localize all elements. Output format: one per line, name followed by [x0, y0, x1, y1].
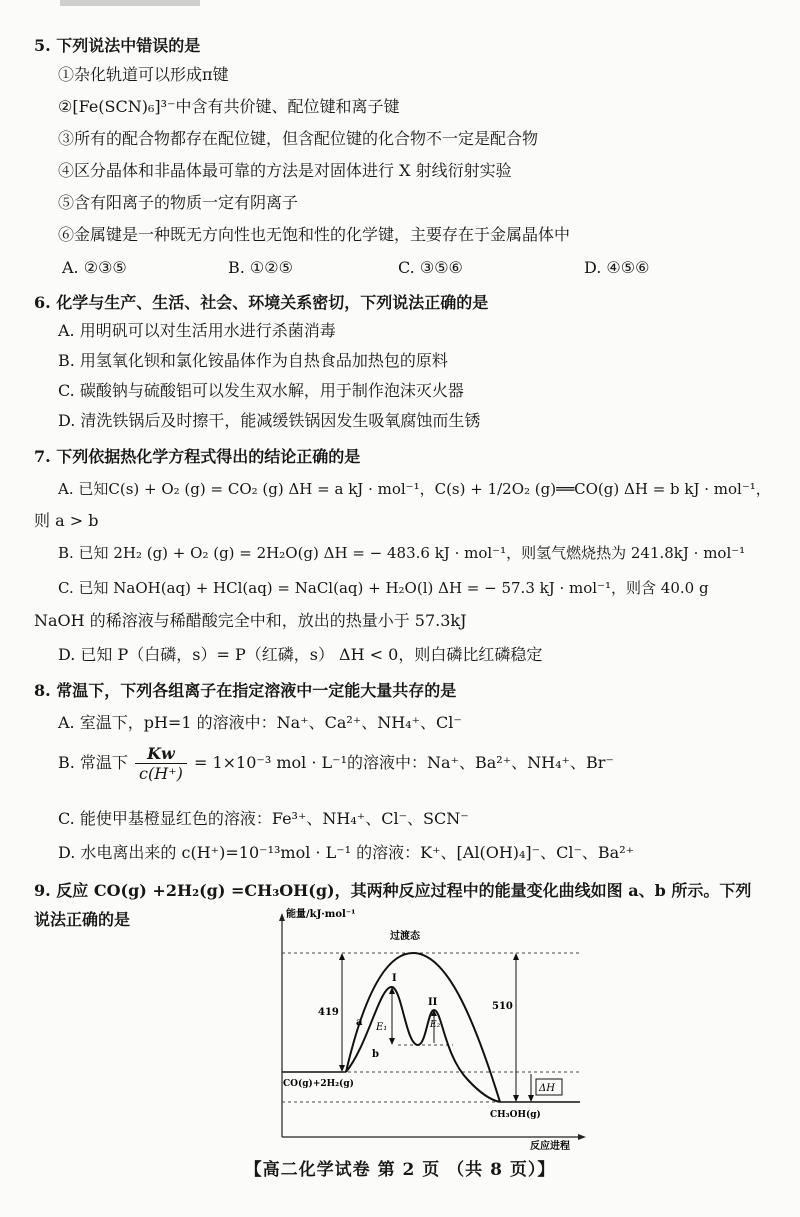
kw-denominator: c(H⁺)	[139, 764, 183, 783]
q5-item-1: ①杂化轨道可以形成π键	[58, 65, 229, 84]
q5-option-d[interactable]: D. ④⑤⑥	[584, 258, 650, 277]
gap-510-top-icon	[513, 953, 519, 960]
q7-option-d[interactable]: D. 已知 P（白磷，s）= P（红磷，s） ΔH < 0，则白磷比红磷稳定	[58, 645, 543, 664]
q5-item-6: ⑥金属键是一种既无方向性也无饱和性的化学键，主要存在于金属晶体中	[58, 225, 571, 244]
q5-item-3: ③所有的配合物都存在配位键，但含配位键的化合物不一定是配合物	[58, 129, 539, 148]
x-axis-label: 反应进程	[530, 1141, 570, 1150]
q7-option-a[interactable]: A. 已知C(s) + O₂ (g) = CO₂ (g) ΔH = a kJ · mol⁻¹，C(s) + 1/2O₂ (g)══CO(g) ΔH = b kJ · mol⁻¹，	[58, 480, 771, 498]
q7-option-c[interactable]: C. 已知 NaOH(aq) + HCl(aq) = NaCl(aq) + H₂O(l) ΔH = − 57.3 kJ · mol⁻¹，则含 40.0 g	[58, 579, 709, 597]
delta-h-label: ΔH	[539, 1083, 555, 1094]
peak-ii-label: II	[428, 997, 438, 1008]
q5-item-5: ⑤含有阳离子的物质一定有阴离子	[58, 193, 299, 212]
q8-stem: 8. 常温下，下列各组离子在指定溶液中一定能大量共存的是	[34, 681, 457, 700]
q6-option-b[interactable]: B. 用氢氧化钡和氯化铵晶体作为自热食品加热包的原料	[58, 351, 448, 370]
q8-option-b-suffix: = 1×10⁻³ mol · L⁻¹的溶液中：Na⁺、Ba²⁺、NH₄⁺、Br⁻	[193, 753, 614, 772]
x-axis-arrow-icon	[578, 1134, 586, 1140]
y-axis-label: 能量/kJ·mol⁻¹	[286, 909, 356, 920]
kw-fraction	[135, 744, 187, 783]
q5-stem: 5. 下列说法中错误的是	[34, 36, 201, 55]
gap-510-bottom-icon	[513, 1095, 519, 1102]
q6-option-d[interactable]: D. 清洗铁锅后及时擦干，能减缓铁锅因发生吸氧腐蚀而生锈	[58, 411, 481, 430]
q5-option-b[interactable]: B. ①②⑤	[228, 258, 293, 277]
curve-a-label: a	[356, 1017, 363, 1028]
gap-510-label: 510	[492, 1001, 513, 1012]
q9-stem: 9. 反应 CO(g) +2H₂(g) =CH₃OH(g)，其两种反应过程中的能量变化曲线如图 a、b 所示。下列	[34, 881, 752, 900]
q6-option-c[interactable]: C. 碳酸钠与硫酸铝可以发生双水解，用于制作泡沫灭火器	[58, 381, 464, 400]
q7-option-c-cont: NaOH 的稀溶液与稀醋酸完全中和，放出的热量小于 57.3kJ	[34, 611, 467, 630]
q7-option-b[interactable]: B. 已知 2H₂ (g) + O₂ (g) = 2H₂O(g) ΔH = − 483.6 kJ · mol⁻¹，则氢气燃烧热为 241.8kJ · mol⁻¹	[58, 544, 746, 562]
curve-b-label: b	[372, 1049, 379, 1060]
page-footer: 【高二化学试卷 第 2 页 （共 8 页）】	[244, 1160, 556, 1180]
q5-item-4: ④区分晶体和非晶体最可靠的方法是对固体进行 X 射线衍射实验	[58, 161, 512, 180]
gap-419-top-icon	[339, 953, 345, 960]
q8-option-a[interactable]: A. 室温下，pH=1 的溶液中：Na⁺、Ca²⁺、NH₄⁺、Cl⁻	[58, 713, 462, 732]
q5-item-2: ②[Fe(SCN)₆]³⁻中含有共价键、配位键和离子键	[58, 97, 400, 116]
q5-option-a[interactable]: A. ②③⑤	[62, 258, 127, 277]
kw-numerator: Kw	[135, 744, 187, 764]
energy-diagram	[268, 905, 598, 1150]
gap-419-label: 419	[318, 1007, 339, 1018]
peak-i-label: I	[392, 973, 397, 984]
transition-state-label: 过渡态	[390, 931, 420, 942]
e1-arrowhead-bottom-icon	[389, 1038, 395, 1045]
q7-stem: 7. 下列依据热化学方程式得出的结论正确的是	[34, 447, 361, 466]
e2-label: E₂	[430, 1020, 441, 1030]
q8-option-b-prefix: B. 常温下	[58, 753, 128, 772]
reactants-label: CO(g)+2H₂(g)	[283, 1079, 354, 1089]
y-axis-arrow-icon	[279, 913, 285, 921]
q7-option-a-cont: 则 a > b	[34, 511, 99, 530]
product-label: CH₃OH(g)	[490, 1110, 541, 1120]
q8-option-c[interactable]: C. 能使甲基橙显红色的溶液：Fe³⁺、NH₄⁺、Cl⁻、SCN⁻	[58, 809, 469, 828]
q9-stem-cont: 说法正确的是	[34, 910, 131, 929]
page-top-edge	[60, 0, 200, 6]
q6-option-a[interactable]: A. 用明矾可以对生活用水进行杀菌消毒	[58, 321, 336, 340]
delta-h-arrowhead-icon	[528, 1095, 534, 1102]
e1-label: E₁	[376, 1022, 388, 1033]
q8-option-d[interactable]: D. 水电离出来的 c(H⁺)=10⁻¹³mol · L⁻¹ 的溶液：K⁺、[Al(OH)₄]⁻、Cl⁻、Ba²⁺	[58, 843, 635, 862]
q6-stem: 6. 化学与生产、生活、社会、环境关系密切，下列说法正确的是	[34, 293, 489, 312]
q8-option-b[interactable]	[58, 744, 614, 783]
q5-option-c[interactable]: C. ③⑤⑥	[398, 258, 463, 277]
gap-419-bottom-icon	[339, 1065, 345, 1072]
curve-b	[346, 987, 500, 1102]
